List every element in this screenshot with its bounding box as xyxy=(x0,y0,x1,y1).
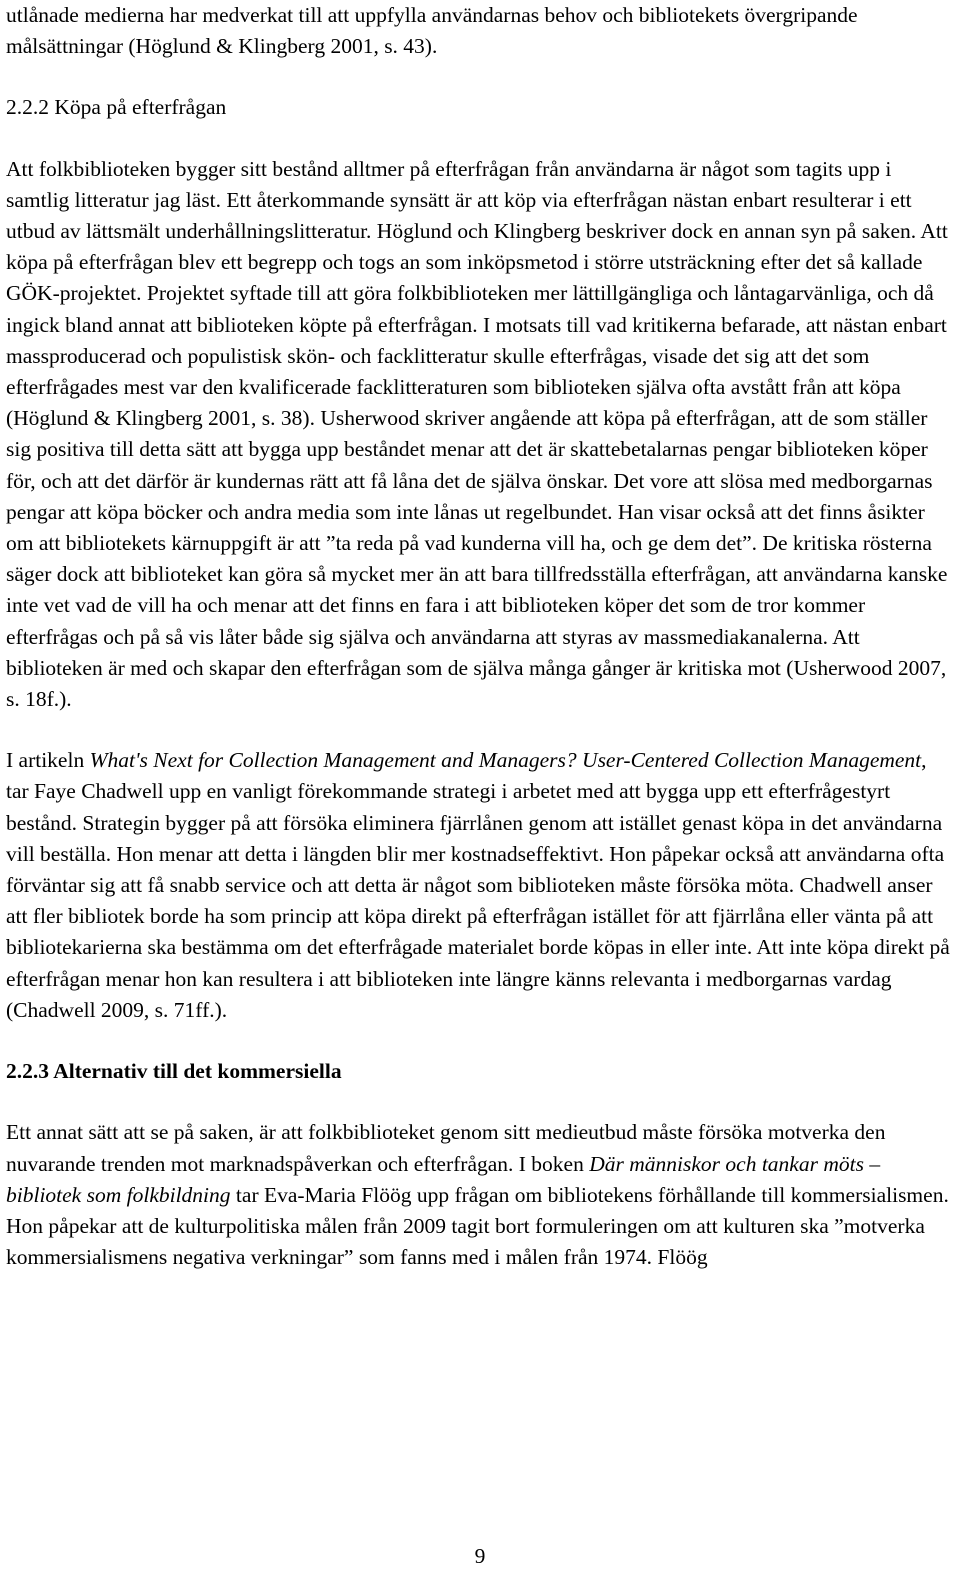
para2-intro: I artikeln xyxy=(6,748,90,773)
para3-intro: Ett annat sätt att se på saken, är att folkbiblioteket genom sitt medieutbud måste försöka motverka den nuvarande trenden mot marknadspåverkan och efterfrågan. I boken xyxy=(6,1120,886,1176)
top-paragraph: utlånade medierna har medverkat till att uppfylla användarnas behov och bibliotekets övergripande målsättningar (Höglund & Klingberg 2001, s. 43). xyxy=(6,3,858,59)
document-page xyxy=(6,0,950,1273)
para2-body: , tar Faye Chadwell upp en vanligt förekommande strategi i arbetet med att bygga upp ett efterfrågestyrt bestånd. Strategin bygger på att försöka eliminera fjärrlånen genom att istället genast köpa in det användarna vill beställa. Hon menar att detta i längden blir mer kostnadseffektivt. Hon påpekar också att användarna ofta förväntar sig att få snabb service och att detta är något som biblioteken måste försöka möta. Chadwell anser att fler bibliotek borde ha som princip att köpa direkt på efterfrågan istället för att fjärrlåna eller vänta på att bibliotekarierna ska bestämma om det efterfrågade materialet borde köpas in eller inte. Att inte köpa direkt på efterfrågan menar hon kan resultera i att biblioteken inte längre känns relevanta i medborgarnas vardag (Chadwell 2009, s. 71ff.). xyxy=(6,748,950,1022)
section-2-2-2-paragraph-2 xyxy=(6,745,950,1026)
section-heading-2-2-3: 2.2.3 Alternativ till det kommersiella xyxy=(6,1059,342,1084)
book-title: Där människor och tankar möts – bibliotek som folkbildning xyxy=(6,1151,881,1207)
spacer xyxy=(6,62,950,92)
spacer xyxy=(6,1087,950,1117)
section-2-2-2-paragraph-1: Att folkbiblioteken bygger sitt bestånd alltmer på efterfrågan från användarna är något som tagits upp i samtlig litteratur jag läst. Ett återkommande synsätt är att köp via efterfrågan nästan enbart resulterar i ett utbud av lättsmält underhållningslitteratur. Höglund och Klingberg beskriver dock en annan syn på saken. Att köpa på efterfrågan blev ett begrepp och togs an som inköpsmetod i större utsträckning efter det så kallade GÖK-projektet. Projektet syftade till att göra folkbiblioteken mer lättillgängliga och låntagarvänliga, och då ingick bland annat att biblioteken köpte på efterfrågan. I motsats till vad kritikerna befarade, att nästan enbart massproducerad och populistisk skön- och facklitteratur skulle efterfrågas, visade det sig att det som efterfrågades mest var den kvalificerade facklitteraturen som biblioteken själva ofta avstått från att köpa (Höglund & Klingberg 2001, s. 38). Usherwood skriver angående att köpa på efterfrågan, att de som ställer sig positiva till detta sätt att bygga upp beståndet menar att det är skattebetalarnas pengar biblioteken köper för, och att det därför är kundernas rätt att få låna det de själva önskar. Det vore att slösa med medborgarnas pengar att köpa böcker och andra media som inte lånas ut regelbundet. Han visar också att det finns åsikter om att bibliotekets kärnuppgift är att ”ta reda på vad kunderna vill ha, och ge dem det”. De kritiska rösterna säger dock att biblioteket kan göra så mycket mer än att bara tillfredsställa efterfrågan, att användarna kanske inte vet vad de vill ha och menar att det finns en fara i att biblioteken köper det som de tror kommer efterfrågas och på så vis låter både sig själva och användarna att styras av massmediakanalerna. Att biblioteken är med och skapar den efterfrågan som de själva många gånger är kritiska mot (Usherwood 2007, s. 18f.). xyxy=(6,156,948,712)
spacer xyxy=(6,1026,950,1056)
article-title: What's Next for Collection Management and Managers? User-Centered Collection Management xyxy=(89,748,922,773)
page-number: 9 xyxy=(474,1544,486,1568)
section-2-2-3-paragraph xyxy=(6,1117,950,1273)
para3-body: tar Eva-Maria Flöög upp frågan om bibliotekens förhållande till kommersialismen. Hon påpekar att de kulturpolitiska målen från 2009 tagit bort formuleringen om att kulturen ska ”motverka kommersialismens negativa verkningar” som fanns med i målen från 1974. Flöög xyxy=(6,1182,949,1270)
spacer xyxy=(6,124,950,154)
section-heading-2-2-2: 2.2.2 Köpa på efterfrågan xyxy=(6,95,227,120)
spacer xyxy=(6,715,950,745)
